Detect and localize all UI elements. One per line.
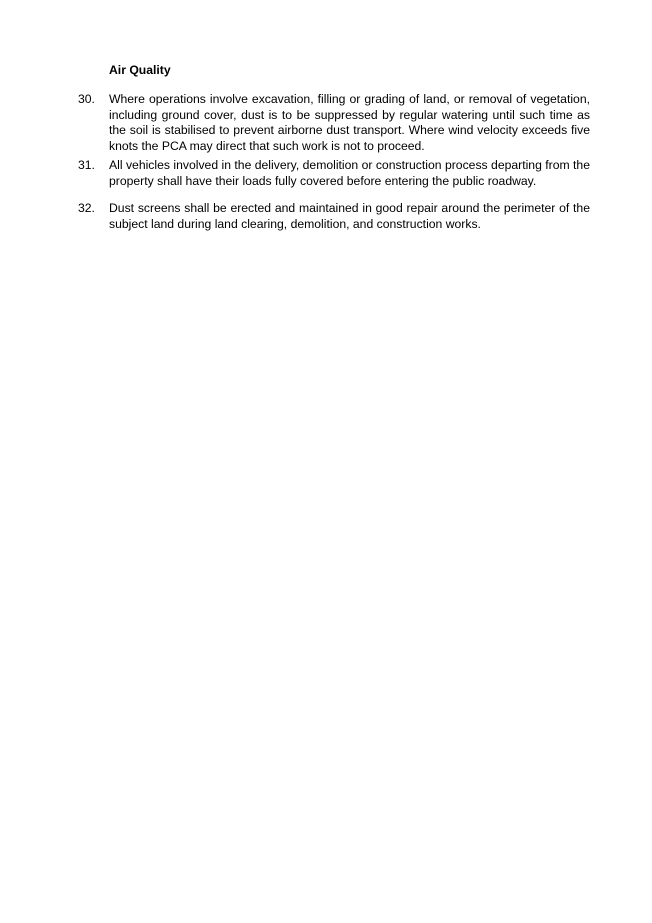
- condition-text: All vehicles involved in the delivery, demolition or construction process departing from the property shall have their loads fully covered before entering the public roadway.: [109, 158, 590, 188]
- condition-item-32: [78, 201, 590, 232]
- condition-number: 30.: [78, 92, 95, 106]
- condition-item-31: [78, 158, 590, 189]
- condition-text: Dust screens shall be erected and maintained in good repair around the perimeter of the subject land during land clearing, demolition, and construction works.: [109, 201, 590, 231]
- condition-text: Where operations involve excavation, filling or grading of land, or removal of vegetation, including ground cover, dust is to be suppressed by regular watering until such time as the soil is stabilised to prevent airborne dust transport. Where wind velocity exceeds five knots the PCA may direct that such work is not to proceed.: [109, 92, 590, 153]
- condition-item-30: [78, 92, 590, 154]
- condition-number: 31.: [78, 158, 95, 172]
- section-heading-air-quality: Air Quality: [109, 63, 171, 77]
- condition-number: 32.: [78, 201, 95, 215]
